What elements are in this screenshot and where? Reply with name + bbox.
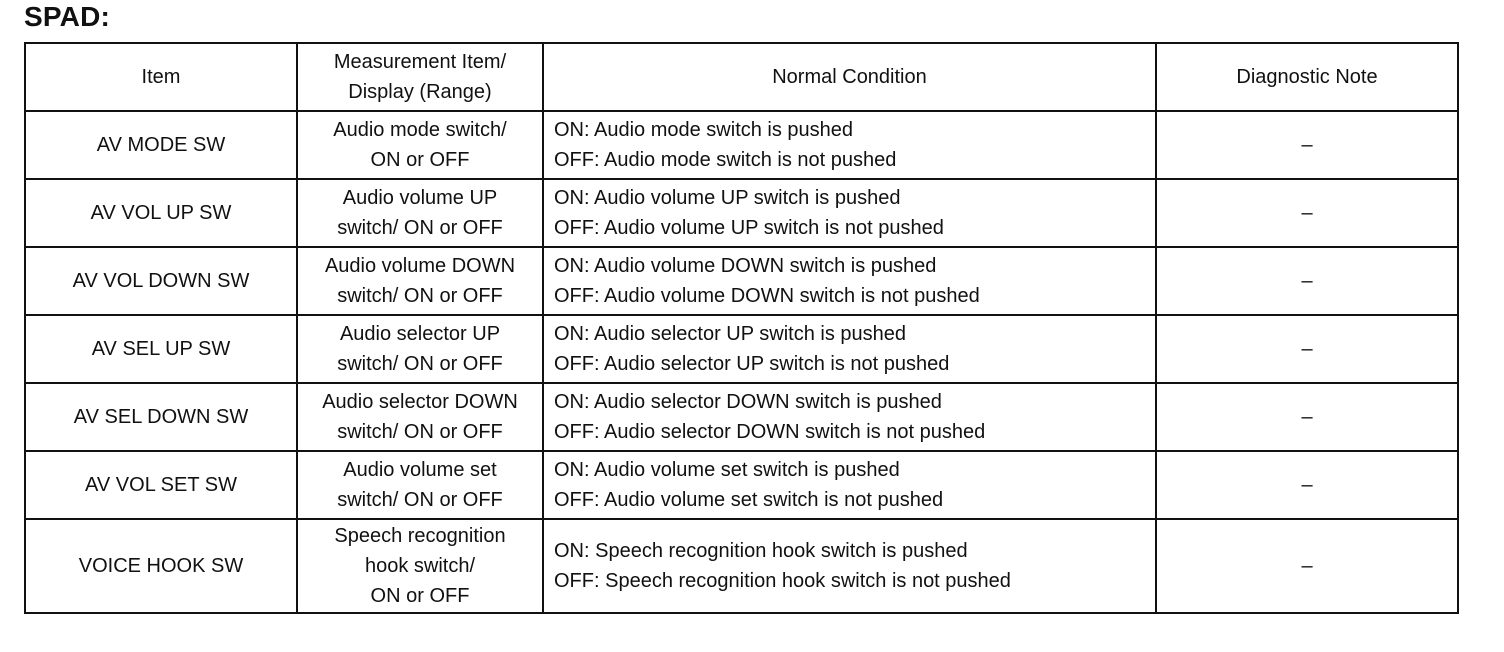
table-row	[25, 451, 1458, 519]
measurement-line: switch/ ON or OFF	[337, 353, 503, 375]
measurement-line: Audio volume DOWN	[324, 255, 516, 277]
header-item	[25, 43, 297, 111]
header-note-label: Diagnostic Note	[1236, 66, 1378, 88]
header-normal-label: Normal Condition	[772, 66, 927, 88]
normal-condition-off: OFF: Audio selector DOWN switch is not pushed	[554, 421, 986, 443]
diagnostic-note-cell: –	[1156, 383, 1458, 451]
normal-condition-on: ON: Audio mode switch is pushed	[554, 119, 854, 141]
diagnostic-note-cell: –	[1156, 247, 1458, 315]
measurement-cell	[297, 315, 543, 383]
table-row	[25, 315, 1458, 383]
item-cell: AV SEL DOWN SW	[25, 383, 297, 451]
normal-condition-off: OFF: Audio selector UP switch is not pushed	[554, 353, 950, 375]
page-title: SPAD:	[24, 1, 111, 32]
measurement-line: Audio selector UP	[339, 323, 501, 345]
normal-condition-off: OFF: Speech recognition hook switch is not pushed	[554, 570, 1011, 592]
measurement-line: Audio volume set	[343, 459, 497, 481]
diagnostic-note-cell: –	[1156, 179, 1458, 247]
table-row	[25, 383, 1458, 451]
table-row	[25, 247, 1458, 315]
measurement-line: switch/ ON or OFF	[337, 489, 503, 511]
normal-condition-cell	[543, 519, 1156, 613]
item-cell: AV VOL DOWN SW	[25, 247, 297, 315]
normal-condition-off: OFF: Audio mode switch is not pushed	[554, 149, 897, 171]
normal-condition-on: ON: Audio volume UP switch is pushed	[554, 187, 901, 209]
item-cell: VOICE HOOK SW	[25, 519, 297, 613]
normal-condition-on: ON: Audio selector DOWN switch is pushed	[554, 391, 942, 413]
item-cell: AV VOL UP SW	[25, 179, 297, 247]
measurement-line: Audio mode switch/	[333, 119, 507, 141]
measurement-cell	[297, 451, 543, 519]
measurement-line: switch/ ON or OFF	[337, 285, 503, 307]
measurement-line: switch/ ON or OFF	[337, 217, 503, 239]
normal-condition-on: ON: Speech recognition hook switch is pushed	[554, 540, 968, 562]
measurement-cell	[297, 519, 543, 613]
normal-condition-off: OFF: Audio volume UP switch is not pushed	[554, 217, 944, 239]
measurement-cell	[297, 111, 543, 179]
measurement-line: Audio volume UP	[342, 187, 498, 209]
normal-condition-cell	[543, 179, 1156, 247]
diagnostic-note-cell: –	[1156, 451, 1458, 519]
item-cell: AV VOL SET SW	[25, 451, 297, 519]
normal-condition-cell	[543, 383, 1156, 451]
measurement-line: Speech recognition	[334, 525, 506, 547]
header-measurement-line: Measurement Item/	[333, 51, 507, 73]
header-item-label: Item	[141, 66, 181, 88]
normal-condition-off: OFF: Audio volume set switch is not pushed	[554, 489, 944, 511]
normal-condition-cell	[543, 315, 1156, 383]
normal-condition-on: ON: Audio volume set switch is pushed	[554, 459, 900, 481]
normal-condition-cell	[543, 451, 1156, 519]
header-measurement	[297, 43, 543, 111]
measurement-cell	[297, 179, 543, 247]
measurement-cell	[297, 247, 543, 315]
normal-condition-cell	[543, 247, 1156, 315]
table-row	[25, 179, 1458, 247]
diagnostic-note-cell: –	[1156, 111, 1458, 179]
header-diagnostic-note	[1156, 43, 1458, 111]
header-measurement-line: Display (Range)	[348, 81, 492, 103]
header-normal-condition	[543, 43, 1156, 111]
measurement-line: switch/ ON or OFF	[337, 421, 503, 443]
measurement-line: Audio selector DOWN	[322, 391, 518, 413]
measurement-line: ON or OFF	[370, 585, 470, 607]
diagnostic-note-cell: –	[1156, 315, 1458, 383]
normal-condition-on: ON: Audio selector UP switch is pushed	[554, 323, 907, 345]
normal-condition-on: ON: Audio volume DOWN switch is pushed	[554, 255, 937, 277]
normal-condition-off: OFF: Audio volume DOWN switch is not pushed	[554, 285, 980, 307]
spad-table	[24, 42, 1459, 614]
table-row	[25, 519, 1458, 613]
normal-condition-cell	[543, 111, 1156, 179]
diagnostic-note-cell: –	[1156, 519, 1458, 613]
table-row	[25, 111, 1458, 179]
item-cell: AV SEL UP SW	[25, 315, 297, 383]
item-cell: AV MODE SW	[25, 111, 297, 179]
measurement-line: ON or OFF	[370, 149, 470, 171]
table-header-row	[25, 43, 1458, 111]
measurement-cell	[297, 383, 543, 451]
measurement-line: hook switch/	[364, 555, 476, 577]
